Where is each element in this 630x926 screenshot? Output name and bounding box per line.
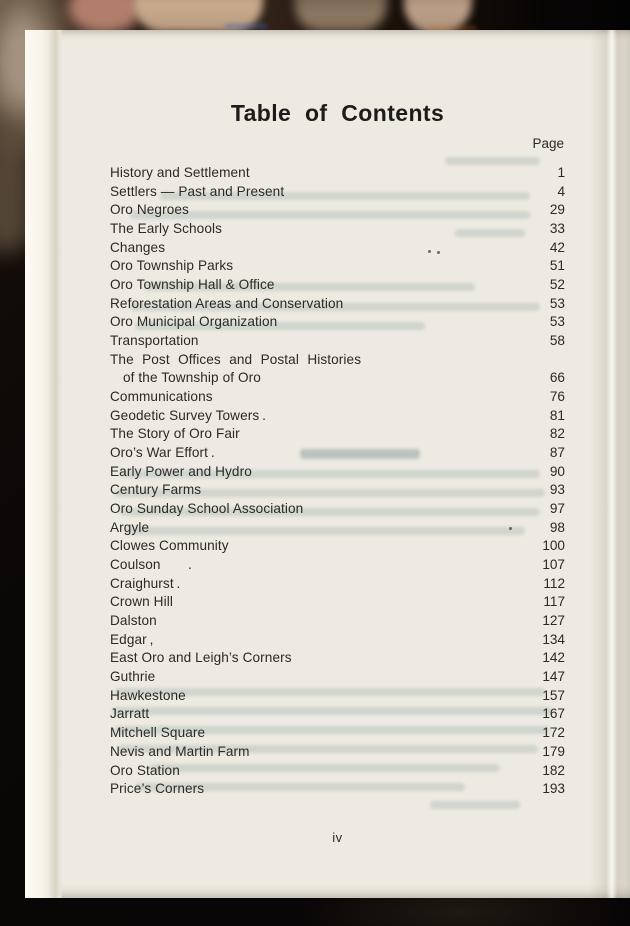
toc-entry-label: Transportation <box>110 333 199 349</box>
toc-row <box>110 463 565 482</box>
toc-entry-label: Geodetic Survey Towers . <box>110 407 266 423</box>
toc-row <box>110 183 565 202</box>
toc-entry-label: Crown Hill <box>110 594 173 610</box>
toc-entry-label: Argyle <box>110 519 150 535</box>
toc-entry-label: Edgar , <box>110 631 154 647</box>
toc-entry-page: 107 <box>542 557 565 573</box>
toc-row <box>110 313 565 332</box>
toc-list <box>110 164 565 799</box>
toc-entry-page: 53 <box>549 314 565 330</box>
toc-row <box>110 351 565 370</box>
toc-entry-label: Changes <box>110 239 166 255</box>
toc-entry-page: 147 <box>542 669 565 685</box>
ink-speck <box>509 527 512 530</box>
toc-entry-page: 193 <box>542 781 565 797</box>
toc-row <box>110 705 565 724</box>
toc-row <box>110 257 565 276</box>
toc-entry-page: 97 <box>549 501 565 517</box>
toc-entry-page: 87 <box>549 445 565 461</box>
toc-entry-page: 4 <box>557 183 565 199</box>
toc-entry-label: The Post Offices and Postal Histories <box>110 351 362 367</box>
toc-entry-label: Coulson . <box>110 557 192 573</box>
toc-entry-page: 81 <box>549 407 565 423</box>
toc-row <box>110 612 565 631</box>
toc-row <box>110 537 565 556</box>
toc-row <box>110 407 565 426</box>
toc-entry-page: 51 <box>549 258 565 274</box>
toc-entry-label: Jarratt <box>110 706 150 722</box>
toc-entry-page: 172 <box>542 725 565 741</box>
toc-entry-label: Nevis and Martin Farm <box>110 743 250 759</box>
toc-row <box>110 388 565 407</box>
book-page <box>25 30 630 898</box>
toc-row <box>110 276 565 295</box>
toc-entry-page: 29 <box>549 202 565 218</box>
toc-row <box>110 593 565 612</box>
toc-entry-label: Clowes Community <box>110 538 229 554</box>
toc-entry-page: 93 <box>549 482 565 498</box>
finger-blur-2 <box>295 0 387 32</box>
toc-entry-page: 58 <box>549 333 565 349</box>
toc-entry-label: Century Farms <box>110 482 202 498</box>
color-fringe-artifact <box>225 24 267 28</box>
toc-entry-page: 182 <box>542 762 565 778</box>
toc-row <box>110 519 565 538</box>
toc-entry-label: Mitchell Square <box>110 725 206 741</box>
toc-row <box>110 239 565 258</box>
toc-entry-page: 52 <box>549 277 565 293</box>
toc-entry-page: 76 <box>549 389 565 405</box>
toc-row <box>110 332 565 351</box>
toc-row <box>110 668 565 687</box>
page-title: Table of Contents <box>230 100 445 126</box>
toc-row <box>110 724 565 743</box>
toc-entry-page: 112 <box>543 575 565 591</box>
toc-row <box>110 575 565 594</box>
toc-entry-label: East Oro and Leigh’s Corners <box>110 650 292 666</box>
toc-entry-label: Oro Municipal Organization <box>110 314 278 330</box>
toc-entry-page: 117 <box>543 594 565 610</box>
toc-row <box>110 556 565 575</box>
ink-speck <box>437 251 440 254</box>
toc-entry-page: 33 <box>549 221 565 237</box>
page-content <box>110 30 565 898</box>
page-fold-edge <box>590 30 630 898</box>
toc-row <box>110 425 565 444</box>
toc-entry-label: Oro Station <box>110 762 180 778</box>
toc-entry-page: 167 <box>542 706 565 722</box>
toc-entry-label: History and Settlement <box>110 165 250 180</box>
toc-row <box>110 295 565 314</box>
toc-entry-page: 1 <box>557 165 565 180</box>
toc-entry-label: of the Township of Oro <box>123 370 261 386</box>
toc-row <box>110 164 565 183</box>
toc-row <box>110 743 565 762</box>
page-stack-edge <box>25 30 63 898</box>
toc-entry-label: Dalston <box>110 613 157 629</box>
toc-row <box>110 631 565 650</box>
toc-entry-label: Early Power and Hydro <box>110 463 252 479</box>
toc-entry-page: 90 <box>549 463 565 479</box>
toc-row <box>110 444 565 463</box>
ink-speck <box>428 250 431 253</box>
toc-entry-label: The Story of Oro Fair <box>110 426 240 442</box>
toc-entry-page: 179 <box>542 743 565 759</box>
toc-entry-label: Guthrie <box>110 669 156 685</box>
toc-row <box>110 481 565 500</box>
toc-row <box>110 687 565 706</box>
toc-entry-label: Oro Sunday School Association <box>110 501 304 517</box>
toc-entry-page: 66 <box>549 370 565 386</box>
toc-row <box>110 649 565 668</box>
toc-entry-label: Settlers — Past and Present <box>110 183 285 199</box>
toc-entry-page: 53 <box>549 295 565 311</box>
toc-entry-label: Hawkestone <box>110 687 186 703</box>
toc-entry-page: 82 <box>549 426 565 442</box>
toc-entry-page: 98 <box>549 519 565 535</box>
toc-row <box>110 500 565 519</box>
toc-row <box>110 780 565 799</box>
toc-entry-label: Price’s Corners <box>110 781 205 797</box>
toc-entry-label: Oro’s War Effort . <box>110 445 215 461</box>
folio-page-number: iv <box>332 830 343 845</box>
toc-entry-page: 134 <box>542 631 565 647</box>
toc-row <box>110 762 565 781</box>
toc-entry-label: Communications <box>110 389 213 405</box>
toc-entry-label: Oro Negroes <box>110 202 189 218</box>
toc-entry-label: Craighurst . <box>110 575 181 591</box>
toc-entry-page: 157 <box>542 687 565 703</box>
page-column-header: Page <box>532 136 564 151</box>
toc-entry-page: 127 <box>542 613 565 629</box>
toc-entry-label: Reforestation Areas and Conservation <box>110 295 344 311</box>
toc-entry-page: 100 <box>542 538 565 554</box>
toc-entry-page: 42 <box>549 239 565 255</box>
toc-row <box>110 201 565 220</box>
toc-row <box>110 369 565 388</box>
toc-entry-page: 142 <box>542 650 565 666</box>
toc-row <box>110 220 565 239</box>
toc-entry-label: The Early Schools <box>110 221 223 237</box>
toc-entry-label: Oro Township Hall & Office <box>110 277 275 293</box>
toc-entry-label: Oro Township Parks <box>110 258 234 274</box>
